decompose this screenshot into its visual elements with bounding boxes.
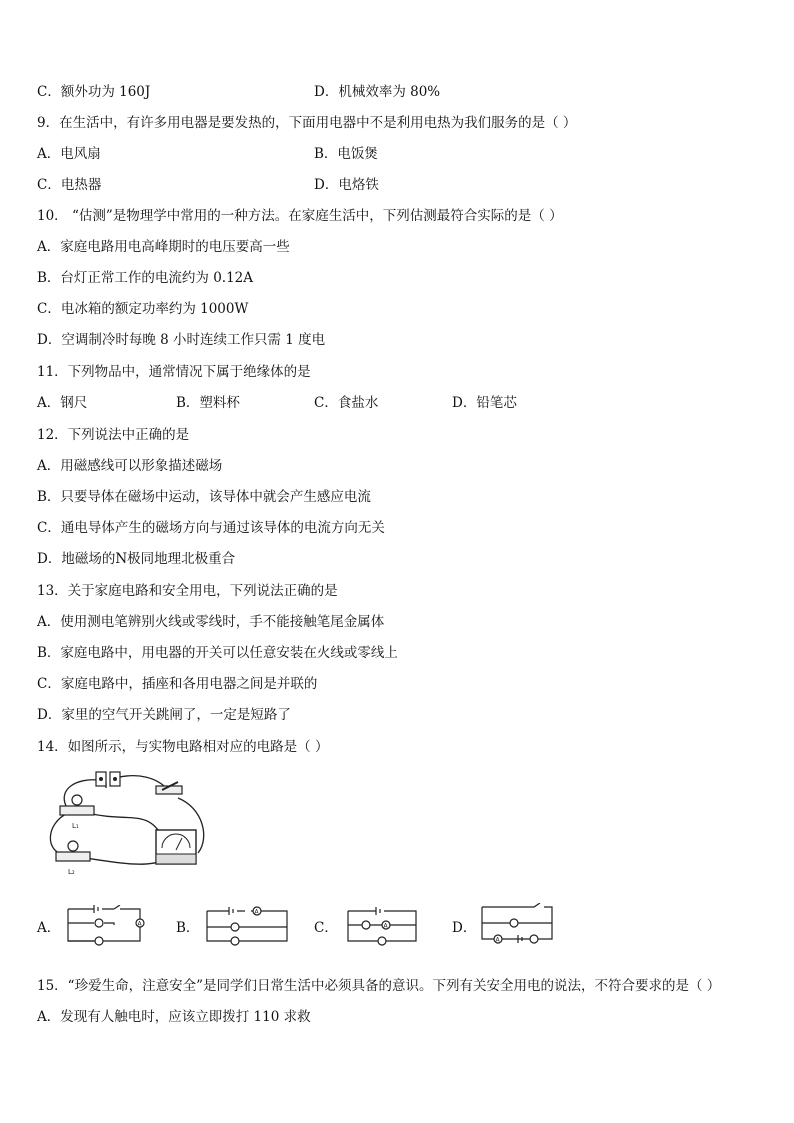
physical-circuit-figure bbox=[38, 768, 213, 878]
q10-option-a: A．家庭电路用电高峰期时的电压要高一些 bbox=[37, 239, 290, 255]
q8-option-c: C．额外功为 160J bbox=[37, 84, 151, 100]
switch-icon bbox=[156, 782, 182, 794]
circuit-option-b bbox=[203, 905, 293, 947]
q9-stem: 9．在生活中，有许多用电器是要发热的，下面用电器中不是利用电热为我们服务的是（ ） bbox=[37, 115, 577, 131]
q15-option-a: A．发现有人触电时，应该立即拨打 110 求救 bbox=[37, 1009, 311, 1025]
q14-stem: 14．如图所示，与实物电路相对应的电路是（ ） bbox=[37, 739, 329, 755]
lamp-l1-label: L₁ bbox=[72, 822, 79, 830]
q12-option-d: D．地磁场的N极同地理北极重合 bbox=[37, 551, 236, 567]
q9-option-b: B．电饭煲 bbox=[314, 146, 378, 162]
q14-option-c: C． bbox=[314, 920, 338, 936]
circuit-option-a bbox=[64, 905, 154, 947]
q10-option-d: D．空调制冷时每晚 8 小时连续工作只需 1 度电 bbox=[37, 332, 326, 348]
q10-stem: 10． “估测”是物理学中常用的一种方法。在家庭生活中，下列估测最符合实际的是（ ） bbox=[37, 208, 563, 224]
ammeter-symbol-d: A bbox=[495, 936, 500, 944]
ammeter-icon bbox=[156, 830, 196, 864]
q14-option-a: A． bbox=[37, 920, 61, 936]
q11-option-b: B．塑料杯 bbox=[176, 395, 240, 411]
q15-stem: 15．“珍爱生命，注意安全”是同学们日常生活中必须具备的意识。下列有关安全用电的说法，不符合要求的是（ ） bbox=[37, 978, 721, 994]
q12-option-c: C．通电导体产生的磁场方向与通过该导体的电流方向无关 bbox=[37, 520, 385, 536]
lamp-l1-icon bbox=[60, 795, 94, 830]
q9-option-d: D．电烙铁 bbox=[314, 177, 379, 193]
circuit-option-d bbox=[478, 903, 568, 949]
q14-option-b: B． bbox=[176, 920, 200, 936]
q9-option-c: C．电热器 bbox=[37, 177, 102, 193]
lamp-l2-label: L₂ bbox=[68, 868, 75, 876]
q11-stem: 11．下列物品中，通常情况下属于绝缘体的是 bbox=[37, 364, 311, 380]
q14-option-d: D． bbox=[452, 920, 477, 936]
battery-icon bbox=[96, 772, 120, 786]
q11-option-d: D．铅笔芯 bbox=[452, 395, 517, 411]
lamp-l2-icon bbox=[56, 841, 90, 876]
ammeter-symbol-b: A bbox=[254, 908, 259, 916]
q12-option-b: B．只要导体在磁场中运动，该导体中就会产生感应电流 bbox=[37, 489, 371, 505]
circuit-option-c bbox=[342, 905, 432, 947]
q13-option-a: A．使用测电笔辨别火线或零线时，手不能接触笔尾金属体 bbox=[37, 614, 385, 630]
q12-stem: 12．下列说法中正确的是 bbox=[37, 427, 190, 443]
q10-option-c: C．电冰箱的额定功率约为 1000W bbox=[37, 301, 249, 317]
q12-option-a: A．用磁感线可以形象描述磁场 bbox=[37, 458, 223, 474]
ammeter-symbol-a: A bbox=[137, 920, 142, 928]
q11-option-c: C．食盐水 bbox=[314, 395, 379, 411]
q13-stem: 13．关于家庭电路和安全用电，下列说法正确的是 bbox=[37, 583, 338, 599]
ammeter-symbol-c: A bbox=[383, 922, 388, 930]
q9-option-a: A．电风扇 bbox=[37, 146, 101, 162]
q13-option-b: B．家庭电路中，用电器的开关可以任意安装在火线或零线上 bbox=[37, 645, 398, 661]
q8-option-d: D．机械效率为 80% bbox=[314, 84, 441, 100]
q13-option-c: C．家庭电路中，插座和各用电器之间是并联的 bbox=[37, 676, 318, 692]
q13-option-d: D．家里的空气开关跳闸了，一定是短路了 bbox=[37, 707, 291, 723]
q10-option-b: B．台灯正常工作的电流约为 0.12A bbox=[37, 270, 254, 286]
q11-option-a: A．钢尺 bbox=[37, 395, 88, 411]
